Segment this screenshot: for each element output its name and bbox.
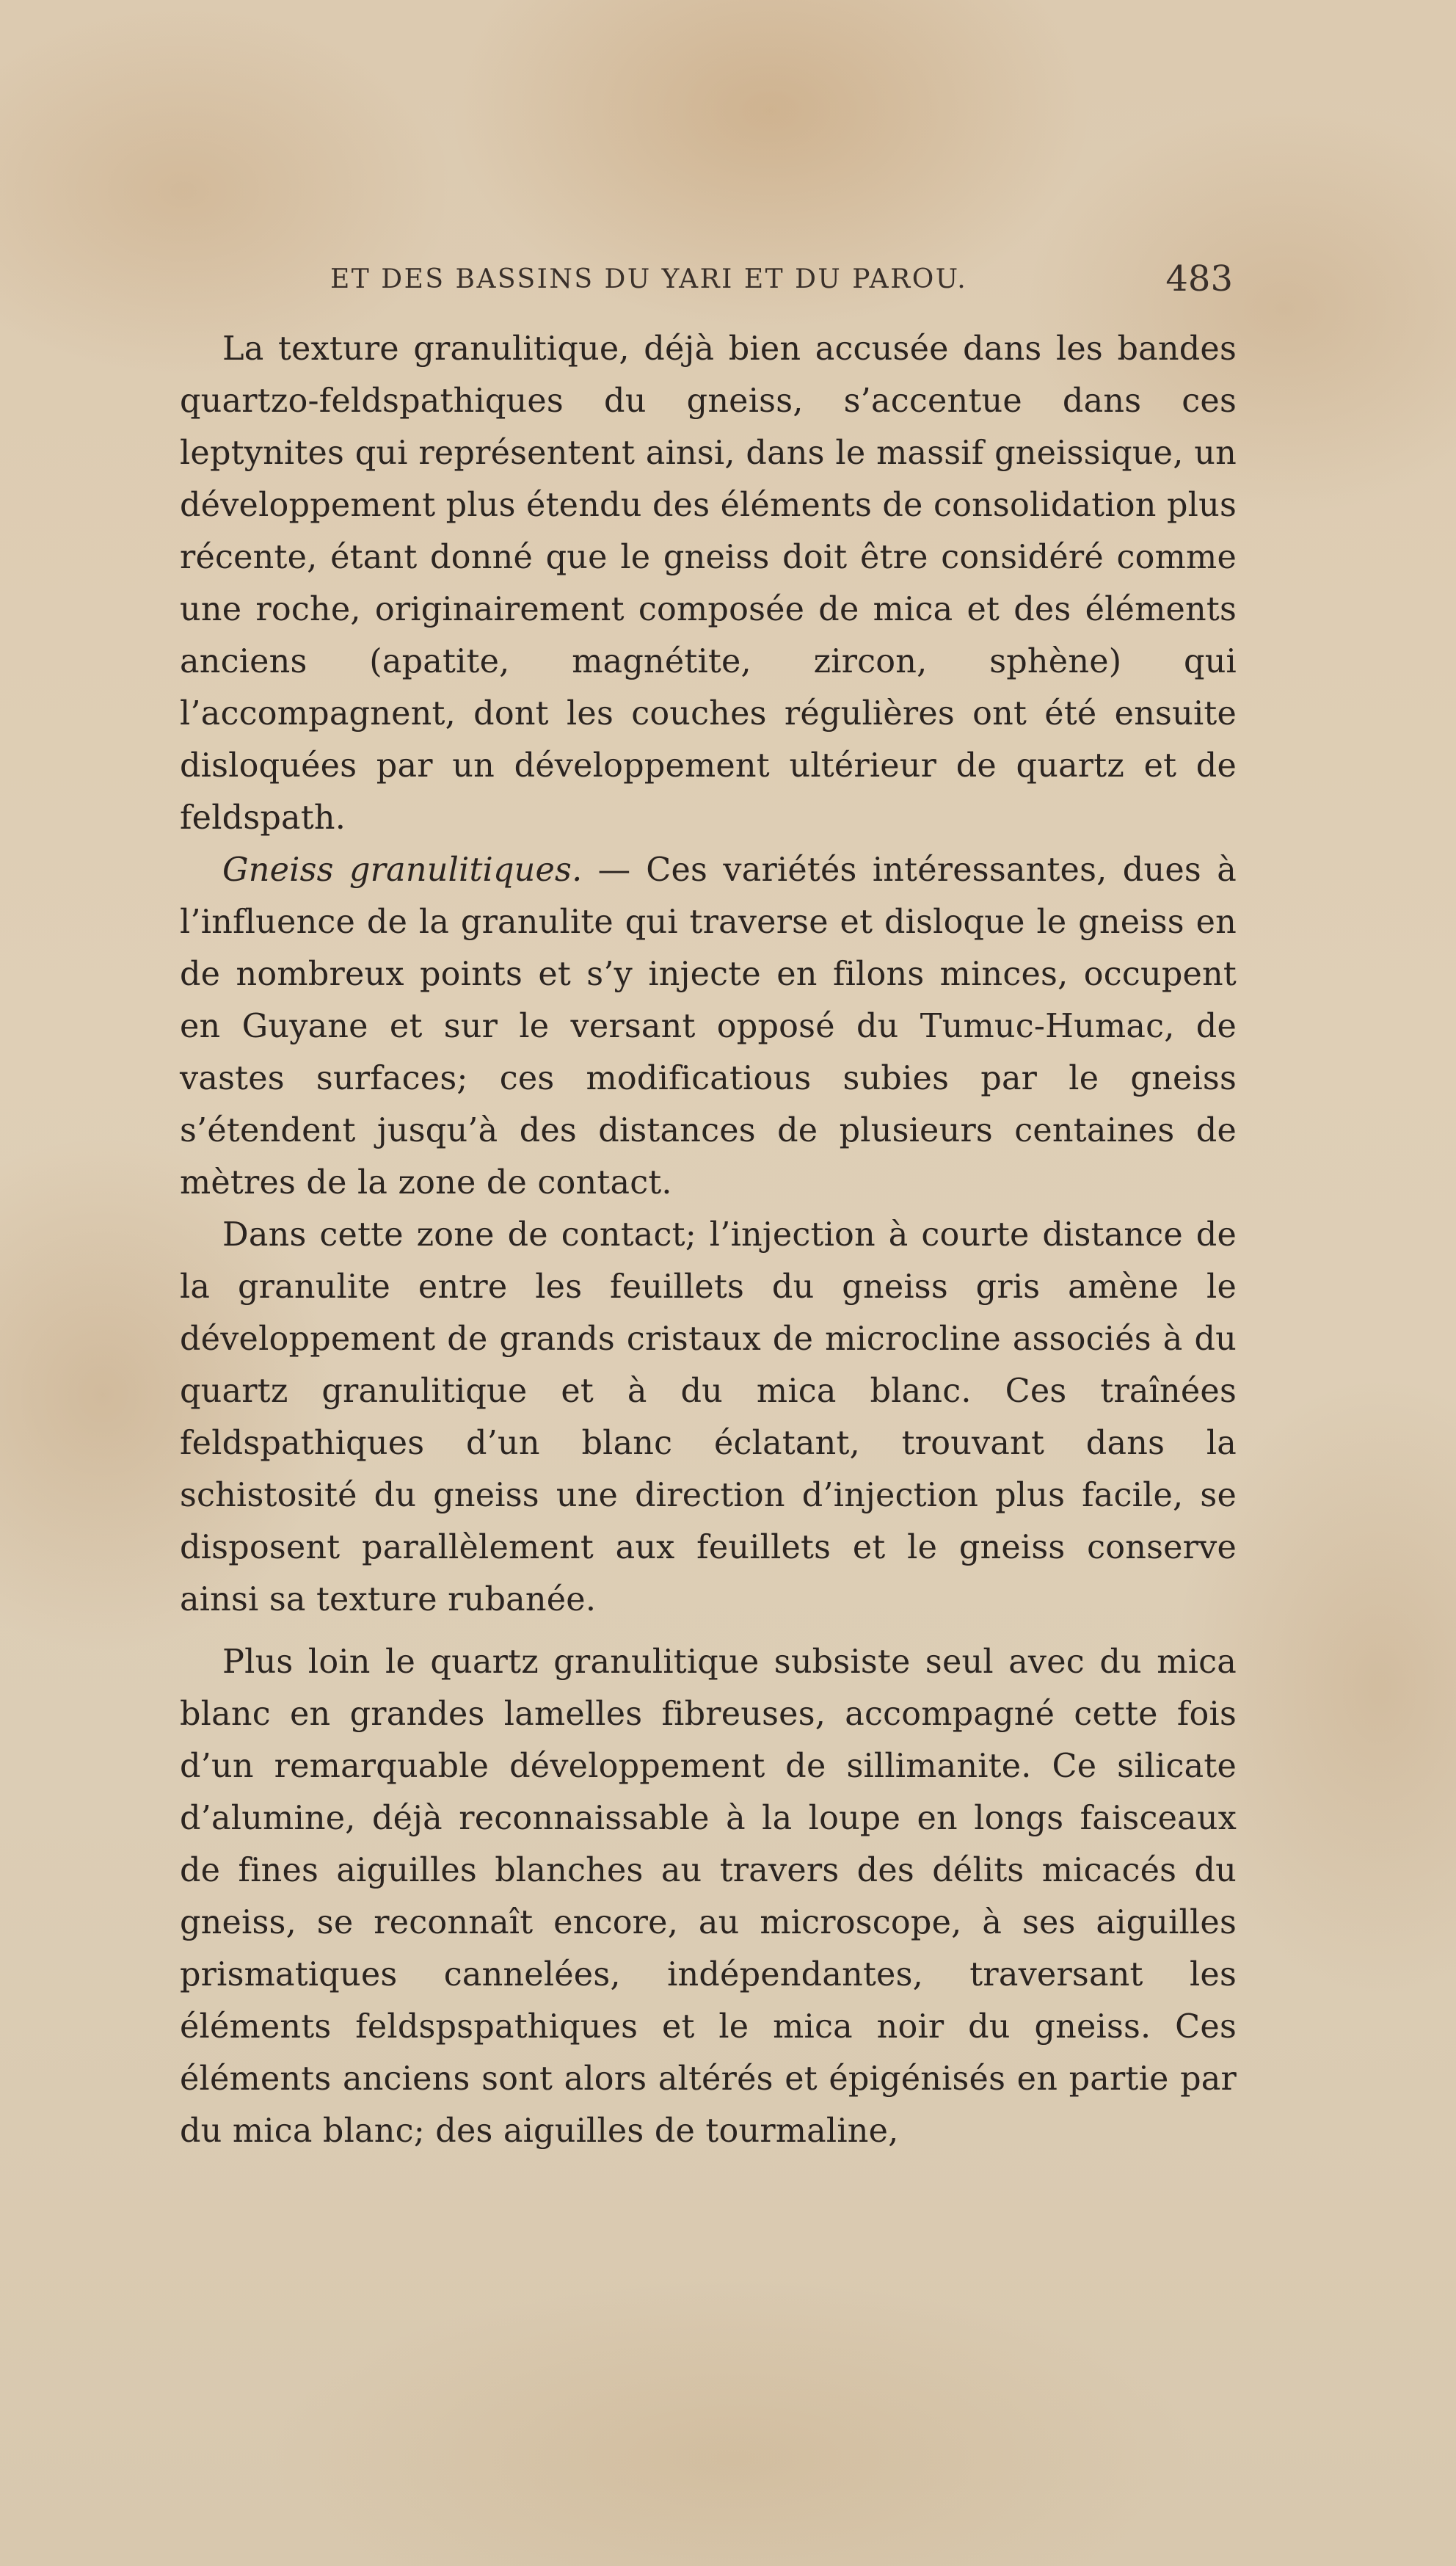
section-lead-heading: Gneiss granulitiques. — [222, 851, 583, 889]
page-number: 483 — [1165, 258, 1233, 299]
paragraph-contact-zone — [180, 1209, 1237, 1626]
running-title: ET DES BASSINS DU YARI ET DU PAROU. — [330, 264, 968, 294]
paragraph-text: Dans cette zone de contact; l’injection à courte distance de la granulite entre les feuillets du gneiss gris amène le développement de grands cristaux de microcline associés à du quartz granulitique et à du mica blanc. Ces traînées feldspathiques d’un blanc éclatant, trouvant dans la schistosité du gneiss une direction d’injection plus facile, se disposent parallèlement aux feuillets et le gneiss conserve ainsi sa texture rubanée. — [180, 1216, 1237, 1618]
body-text — [180, 323, 1237, 2157]
paragraph-sillimanite — [180, 1636, 1237, 2157]
paragraph-text: Plus loin le quartz granulitique subsiste seul avec du mica blanc en grandes lamelles fibreuses, accompagné cette fois d’un remarquable développement de sillimanite. Ce silicate d’alumine, déjà reconnaissable à la loupe en longs faisceaux de fines aiguilles blanches au travers des délits micacés du gneiss, se reconnaît encore, au microscope, à ses aiguilles prismatiques cannelées, indépendantes, traversant les éléments feldspspathiques et le mica noir du gneiss. Ces éléments anciens sont alors altérés et épigénisés en partie par du mica blanc; des aiguilles de tourmaline, — [180, 1643, 1237, 2150]
paragraph-text: Ces variétés intéressantes, dues à l’influence de la granulite qui traverse et disloque le gneiss en de nombreux points et s’y injecte en filons minces, occupent en Guyane et sur le versant opposé du Tumuc-Humac, de vastes surfaces; ces modificatious subies par le gneiss s’étendent jusqu’à des distances de plusieurs centaines de mètres de la zone de contact. — [180, 851, 1237, 1202]
paragraph-text: La texture granulitique, déjà bien accusée dans les bandes quartzo-feldspathiques du gneiss, s’accentue dans ces leptynites qui représentent ainsi, dans le massif gneissique, un développement plus étendu des éléments de consolidation plus récente, étant donné que le gneiss doit être considéré comme une roche, originairement composée de mica et des éléments anciens (apatite, magnétite, zircon, sphène) qui l’accompagnent, dont les couches régulières ont été ensuite disloquées par un développement ultérieur de quartz et de feldspath. — [180, 330, 1237, 837]
section-lead-separator: — — [582, 851, 647, 889]
paragraph-granulitic-texture — [180, 323, 1237, 844]
paragraph-gneiss-granulitiques — [180, 844, 1237, 1209]
running-head — [220, 258, 1233, 302]
